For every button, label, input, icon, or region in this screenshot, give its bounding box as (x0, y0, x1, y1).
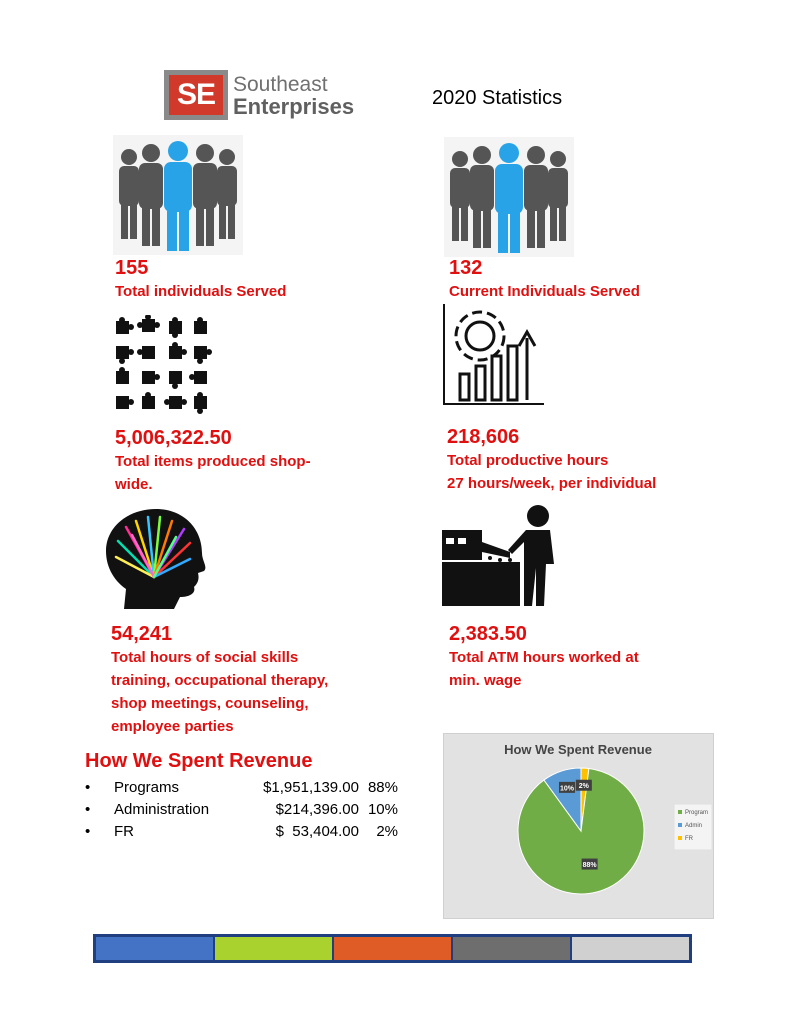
page-title: 2020 Statistics (432, 87, 563, 109)
bullet: • (85, 823, 91, 840)
revenue-item-label: FR (114, 823, 134, 840)
legend-swatch (678, 836, 682, 840)
colorful-head-icon (104, 507, 210, 609)
revenue-item-amount: $ 53,404.00 (275, 823, 359, 840)
bullet: • (85, 779, 91, 796)
legend-swatch (678, 810, 682, 814)
stat-current-value: 132 (449, 257, 483, 279)
logo-name-line1: Southeast (233, 73, 328, 96)
chart-title: How We Spent Revenue (504, 742, 652, 757)
revenue-item-amount: $1,951,139.00 (263, 779, 359, 796)
gear-growth-chart-icon (440, 300, 548, 408)
list-item (85, 799, 415, 821)
footer-segment (213, 937, 332, 960)
stat-hours-label-line1: Total productive hours (447, 452, 609, 469)
revenue-item-label: Administration (114, 801, 210, 818)
puzzle-pieces-icon (112, 315, 216, 415)
stat-items-label-line2: wide. (115, 476, 153, 493)
revenue-item-amount: $214,396.00 (275, 801, 359, 818)
footer-color-bar (93, 934, 692, 963)
revenue-pie-chart (443, 733, 714, 919)
revenue-title: How We Spent Revenue (85, 750, 313, 772)
revenue-item-label: Programs (114, 779, 180, 796)
stat-social-label-line3: shop meetings, counseling, (111, 695, 309, 712)
stat-items-value: 5,006,322.50 (115, 427, 232, 449)
revenue-list (85, 777, 415, 843)
people-group-icon (113, 135, 243, 255)
footer-segment (96, 937, 213, 960)
data-label: 2% (578, 783, 589, 791)
footer-segment (570, 937, 689, 960)
logo (164, 70, 364, 122)
stat-served-label: Total individuals Served (115, 283, 287, 300)
logo-name-line2: Enterprises (233, 94, 355, 119)
logo-mark (164, 70, 228, 120)
stat-hours-value: 218,606 (447, 426, 520, 448)
stat-social-label-line4: employee parties (111, 718, 234, 735)
stat-served-value: 155 (115, 257, 149, 279)
data-label: 10% (559, 785, 574, 793)
legend-label: Admin (685, 823, 703, 829)
legend-label: FR (685, 836, 693, 842)
bullet: • (85, 801, 91, 818)
revenue-item-pct: 10% (367, 801, 398, 818)
stat-atm-label-line1: Total ATM hours worked at (449, 649, 639, 666)
stat-items-label-line1: Total items produced shop- (115, 453, 311, 470)
worker-machine-icon (440, 502, 562, 608)
stat-atm-value: 2,383.50 (449, 623, 527, 645)
stat-social-label-line1: Total hours of social skills (111, 649, 299, 666)
people-group-icon (443, 137, 575, 257)
stat-social-label-line2: training, occupational therapy, (111, 672, 329, 689)
legend-swatch (678, 823, 682, 827)
stat-current-label: Current Individuals Served (449, 283, 640, 300)
stat-hours-label-line2: 27 hours/week, per individual (447, 475, 657, 492)
logo-mark-text: SE (169, 75, 223, 115)
footer-segment (332, 937, 451, 960)
stat-atm-label-line2: min. wage (449, 672, 522, 689)
list-item (85, 777, 415, 799)
list-item (85, 821, 415, 843)
stat-social-value: 54,241 (111, 623, 173, 645)
footer-segment (451, 937, 570, 960)
revenue-item-pct: 2% (376, 823, 398, 840)
pie-chart-svg (444, 734, 713, 918)
revenue-item-pct: 88% (367, 779, 398, 796)
data-label: 88% (582, 862, 597, 870)
legend-label: Program (685, 810, 709, 816)
